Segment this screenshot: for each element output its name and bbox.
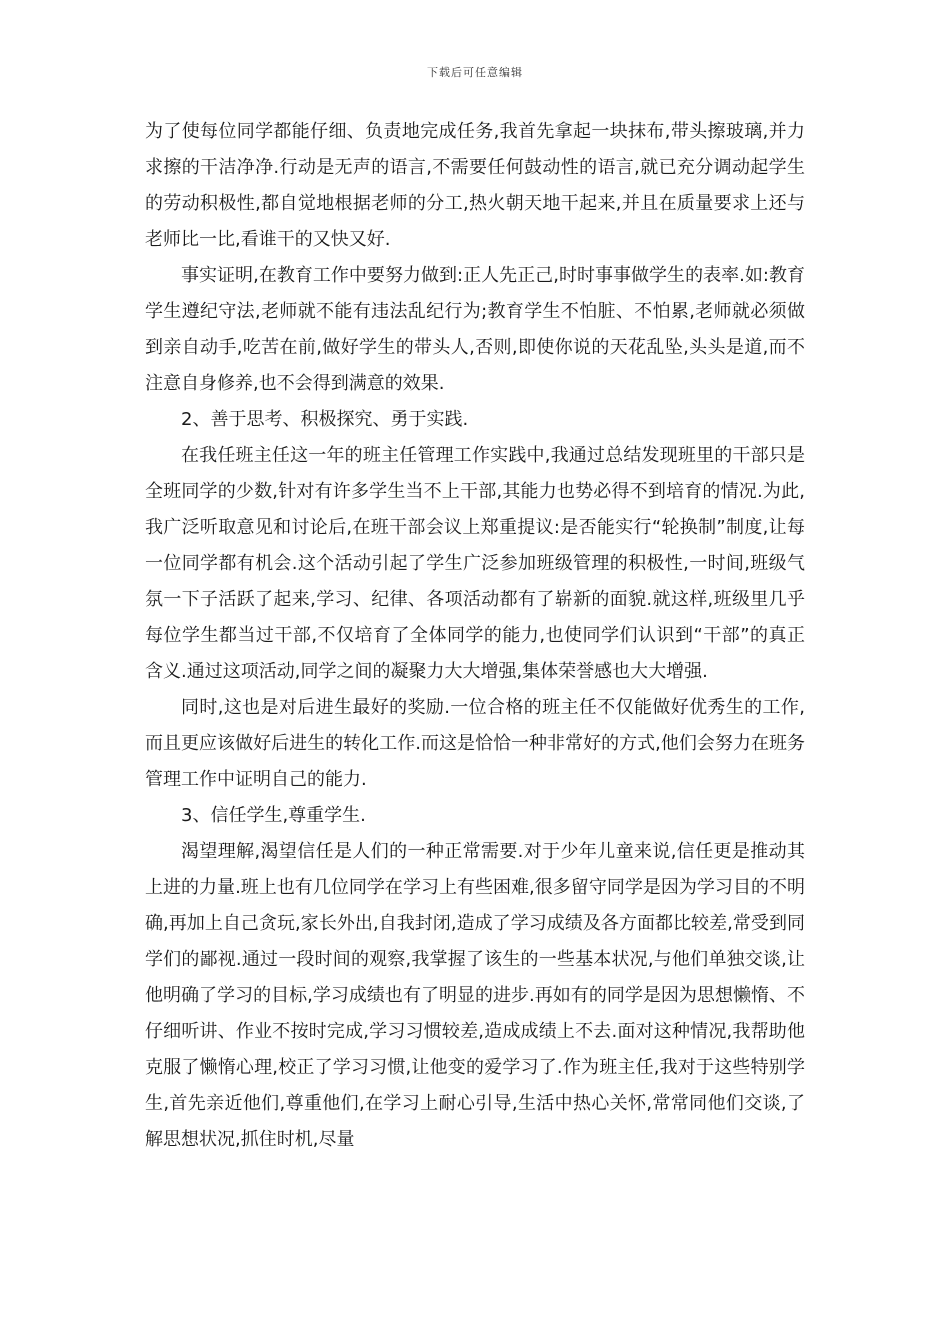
paragraph-1: 为了使每位同学都能仔细、负责地完成任务,我首先拿起一块抹布,带头擦玻璃,并力求擦的干洁净净.行动是无声的语言,不需要任何鼓动性的语言,就已充分调动起学生的劳动积极性,都自觉地根据老师的分工,热火朝天地干起来,并且在质量要求上还与老师比一比,看谁干的又快又好. xyxy=(145,121,805,250)
paragraph-2: 事实证明,在教育工作中要努力做到:正人先正己,时时事事做学生的表率.如:教育学生遵纪守法,老师就不能有违法乱纪行为;教育学生不怕脏、不怕累,老师就必须做到亲自动手,吃苦在前,做好学生的带头人,否则,即使你说的天花乱坠,头头是道,而不注意自身修养,也不会得到满意的效果. xyxy=(145,265,805,394)
section-heading-3: 3、信任学生,尊重学生. xyxy=(181,805,366,826)
paragraph-3: 在我任班主任这一年的班主任管理工作实践中,我通过总结发现班里的干部只是全班同学的少数,针对有许多学生当不上干部,其能力也势必得不到培育的情况.为此,我广泛听取意见和讨论后,在班干部会议上郑重提议:是否能实行“轮换制”制度,让每一位同学都有机会.这个活动引起了学生广泛参加班级管理的积极性,一时间,班级气氛一下子活跃了起来,学习、纪律、各项活动都有了崭新的面貌.就这样,班级里几乎每位学生都当过干部,不仅培育了全体同学的能力,也使同学们认识到“干部”的真正含义.通过这项活动,同学之间的凝聚力大大增强,集体荣誉感也大大增强. xyxy=(145,445,805,682)
paragraph-4: 同时,这也是对后进生最好的奖励.一位合格的班主任不仅能做好优秀生的工作,而且更应该做好后进生的转化工作.而这是恰恰一种非常好的方式,他们会努力在班务管理工作中证明自己的能力. xyxy=(145,697,805,790)
section-heading-2: 2、善于思考、积极探究、勇于实践. xyxy=(181,409,469,430)
paragraph-5: 渴望理解,渴望信任是人们的一种正常需要.对于少年儿童来说,信任更是推动其上进的力量.班上也有几位同学在学习上有些困难,很多留守同学是因为学习目的不明确,再加上自己贪玩,家长外出,自我封闭,造成了学习成绩及各方面都比较差,常受到同学们的鄙视.通过一段时间的观察,我掌握了该生的一些基本状况,与他们单独交谈,让他明确了学习的目标,学习成绩也有了明显的进步.再如有的同学是因为思想懒惰、不仔细听讲、作业不按时完成,学习习惯较差,造成成绩上不去.面对这种情况,我帮助他克服了懒惰心理,校正了学习习惯,让他变的爱学习了.作为班主任,我对于这些特别学生,首先亲近他们,尊重他们,在学习上耐心引导,生活中热心关怀,常常同他们交谈,了解思想状况,抓住时机,尽量 xyxy=(145,841,805,1150)
document-body xyxy=(145,114,805,1158)
page-header: 下载后可任意编辑 xyxy=(427,66,523,79)
